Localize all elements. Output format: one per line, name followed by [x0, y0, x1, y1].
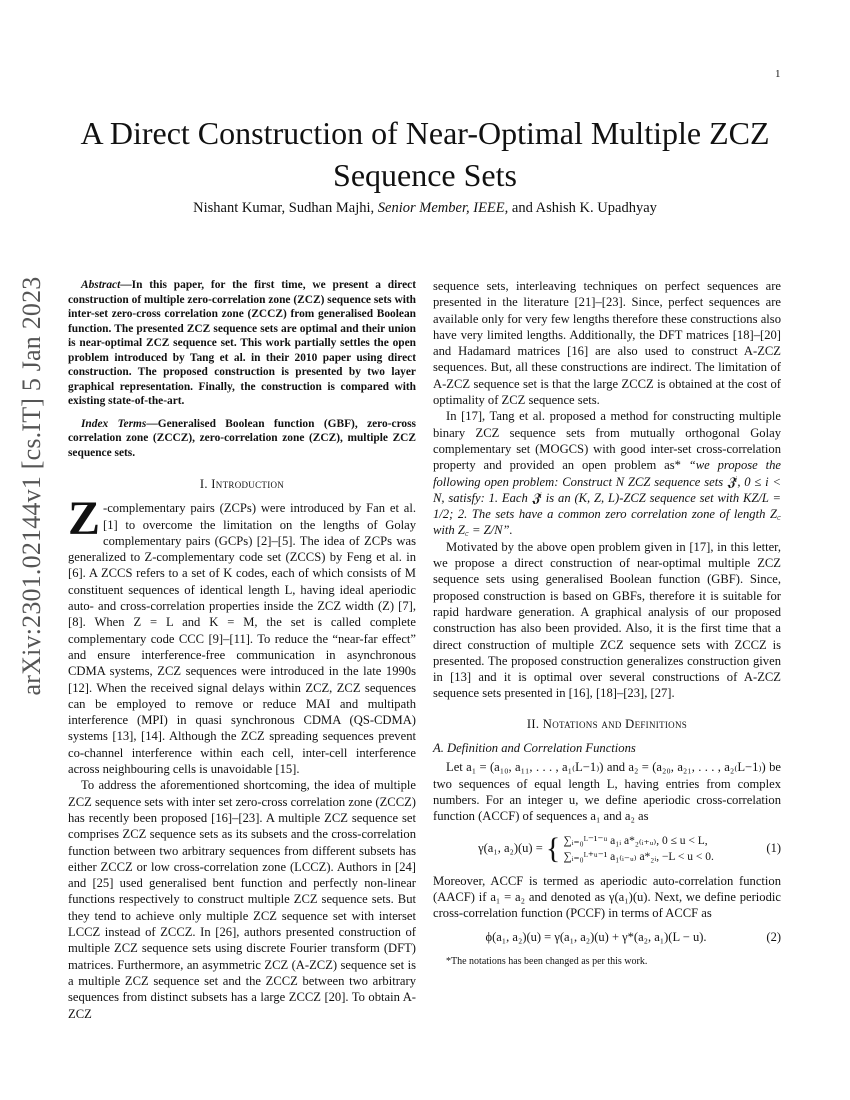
section-heading-notations: II. Notations and Definitions [526, 716, 688, 731]
equation-2 [433, 929, 781, 945]
eq2-body: ϕ(a₁, a₂)(u) = γ(a₁, a₂)(u) + γ*(a₂, a₁)(L − u). [485, 930, 707, 945]
paper-title: A Direct Construction of Near-Optimal Multiple ZCZ Sequence Sets [80, 115, 770, 193]
intro-paragraph-2: To address the aforementioned shortcoming, the idea of multiple ZCZ sequence sets with inter set zero-cross correlation zone (ZCCZ) has recently been proposed [16]–[23]. A multiple ZCZ sequence set comprises ZCZ sequence sets as its subsets and the cross-correlation function between two arbitrary sequences from different subsets has either ZCCZ or low cross-correlation zone (LCCZ). Authors in [24] and [25] used generalised bent function and perfectly non-linear functions respectively to construct multiple ZCZ sequence sets. But they tend to achieve only multiple ZCZ sequence set with interset LCCZ instead of ZCCZ. In [26], authors presented construction of multiple ZCZ sequence sets using discrete Fourier transform (DFT) matrices. Furthermore, an asymmetric ZCZ (A-ZCZ) sequence set is a multiple ZCZ sequence set and the ZCCZ between two arbitrary sequences from distinct subsets has a large ZCCZ [20]. To obtain A-ZCZ [68, 778, 416, 1021]
author-last: and Ashish K. Upadhyay [511, 200, 657, 216]
footnote: *The notations has been changed as per this work. [446, 955, 648, 967]
abstract [68, 278, 416, 409]
author-names: Nishant Kumar, Sudhan Majhi, [193, 200, 375, 216]
page-number: 1 [775, 68, 781, 80]
eq1-brace: { [545, 831, 561, 865]
eq1-lhs: γ(a₁, a₂)(u) = [478, 840, 543, 855]
author-line [60, 200, 790, 217]
section-heading-intro: I. Introduction [199, 477, 285, 491]
eq1-number: (1) [766, 841, 781, 856]
subsection-heading: A. Definition and Correlation Functions [433, 741, 636, 756]
index-terms-label: Index Terms [81, 417, 147, 430]
aacf-paragraph: Moreover, ACCF is termed as aperiodic auto-correlation function (AACF) if a₁ = a₂ and denoted as γ(a₁)(u). Next, we define periodic cross-correlation function (PCCF) in terms of ACCF as [433, 873, 781, 921]
author-role: Senior Member, IEEE, [377, 200, 509, 216]
open-problem-intro: In [17], Tang et al. proposed a method for constructing multiple binary ZCZ sequence sets from mutually orthogonal Golay complementary set (MOGCS) with good inter-set cross-correlation property and provided an open problem as* [433, 409, 781, 473]
eq2-number: (2) [766, 930, 781, 945]
abstract-text: —In this paper, for the first time, we present a direct construction of multiple zero-correlation zone (ZCZ) sequence sets with inter-set zero-cross correlation zone (ZCCZ) from generalised Boolean function. The presented ZCZ sequence sets are optimal and their union is near-optimal ZCZ sequence set. This work partially settles the open problem introduced by Tang et al. in their 2010 paper using direct construction. The proposed construction is presented by two layer graphical representation. Finally, the construction is compared with existing state-of-the-art. [68, 279, 416, 407]
abstract-label: Abstract [81, 279, 121, 291]
index-terms-text: —Generalised Boolean function (GBF), zero-cross correlation zone (ZCCZ), zero-correlation zone (ZCZ), multiple ZCZ sequence sets. [68, 417, 416, 459]
open-problem-quote: “we propose the following open problem: Construct N ZCZ sequence sets 𝖅ⁱ, 0 ≤ i < N, satisfy: 1. Each 𝖅ⁱ is an (K, Z, L)-ZCZ sequence set with KZ/L = 1/2; 2. The sets have a common zero correlation zone of length Z꜀ with Z꜀ = Z/N”. [433, 458, 781, 538]
right-paragraph-3: Motivated by the above open problem given in [17], in this letter, we propose a direct construction of near-optimal multiple ZCZ sequence sets using generalised Boolean function (GBF). Since, proposed construction is based on GBFs, therefore it is suitable for rapid hardware generation. A graphical analysis of our proposed construction has also been provided. Also, it is the first time that a direct construction of multiple ZCZ sequence sets with ZCCZ is presented. The proposed construction generalizes construction given in [13] and it is optimal over several constructions of A-ZCZ sequence sets presented in [16], [18]–[23], [27]. [433, 539, 781, 701]
eq1-cases [563, 833, 713, 865]
equation-1 [433, 833, 781, 865]
left-column [68, 278, 416, 1022]
right-column [433, 278, 781, 970]
definition-paragraph: Let a₁ = (a₁₀, a₁₁, . . . , a₁₍L−1₎) and a₂ = (a₂₀, a₂₁, . . . , a₂₍L−1₎) be two sequences of equal length L, having entries from complex numbers. For an integer u, we define aperiodic cross-correlation function (ACCF) of sequences a₁ and a₂ as [433, 760, 781, 824]
intro-paragraph-1 [68, 492, 416, 777]
index-terms [68, 417, 416, 461]
arxiv-identifier-text: arXiv:2301.02144v1 [cs.IT] 5 Jan 2023 [17, 276, 46, 695]
right-paragraph-2 [433, 408, 781, 538]
eq1-case-2: ∑ᵢ₌₀ᴸ⁺ᵘ⁻¹ a₁₍ᵢ₋ᵤ₎ a*₂ᵢ, −L < u < 0. [563, 850, 714, 863]
right-paragraph-1: sequence sets, interleaving techniques on perfect sequences are presented in the literature [21]–[23]. Since, perfect sequences are available only for very few lengths therefore these constructions also have very limited lengths. Additionally, the DFT matrices [18]–[20] and Hadamard matrices [16] are also used to construct A-ZCZ sequences. But, all these constructions are indirect. The limitation of A-ZCZ sequence set is that the large ZCCZ is obtained at the cost of optimality of ZCZ sequence sets. [433, 279, 781, 408]
intro-p1-text: -complementary pairs (ZCPs) were introduced by Fan et al. [1] to overcome the limitation on the lengths of Golay complementary pairs (GCPs) [2]–[5]. The idea of ZCPs was generalized to Z-complementary code set (ZCCS) by Feng et al. in [6]. A ZCCS refers to a set of K codes, each of which consists of M constituent sequences of identical length L, having ideal aperiodic auto- and cross-correlation properties inside the ZCZ width (Z) [7], [8]. When Z = L and K = M, the set is called complete complementary code CCC [9]–[11]. To reduce the “near-far effect” and ensure interference-free communication in asynchronous CDMA systems, ZCZ sequences were introduced in the late 1990s [12]. When the received signal delays within ZCZ, ZCZ sequences can be employed to remove or reduce MAI and multipath interference (MPI) in quasi synchronous CDMA (QS-CDMA) systems [13], [14]. Although the ZCZ spreading sequences prevent co-channel interference within each cell, inter-cell interference across neighbouring cells is unavoidable [15]. [68, 501, 416, 777]
eq1-case-1: ∑ᵢ₌₀ᴸ⁻¹⁻ᵘ a₁ᵢ a*₂₍ᵢ₊ᵤ₎, 0 ≤ u < L, [563, 834, 708, 847]
arxiv-identifier [16, 276, 48, 695]
drop-cap: Z [68, 492, 101, 546]
